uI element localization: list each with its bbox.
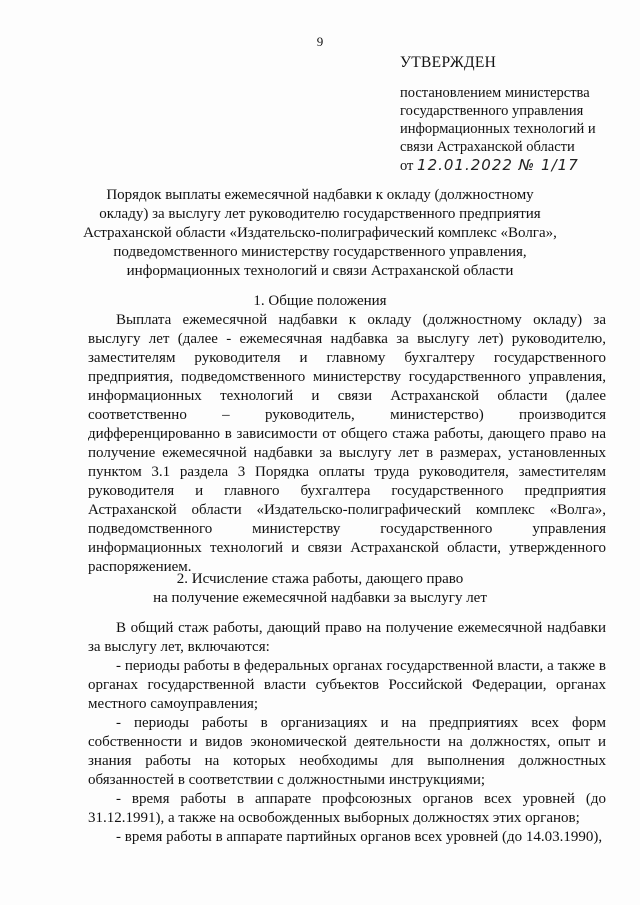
approval-date-line bbox=[400, 156, 620, 175]
section-2-heading-line-2: на получение ежемесячной надбавки за выслугу лет bbox=[153, 590, 487, 606]
date-prefix: от bbox=[400, 158, 414, 174]
approval-line-2: государственного управления bbox=[400, 103, 584, 119]
document-title: Порядок выплаты ежемесячной надбавки к окладу (должностному окладу) за выслугу лет руководителю государственного предприятия Астраханской области «Издательско-полиграфический комплекс «Волга», подведомственного министерству государственного управления, информационных технологий и связи Астраханской области bbox=[83, 187, 557, 279]
approval-line-1: постановлением министерства bbox=[400, 85, 590, 101]
handwritten-date-number: 12.01.2022 № 1/17 bbox=[417, 156, 579, 174]
section-2-intro: В общий стаж работы, дающий право на получение ежемесячной надбавки за выслугу лет, включаются: bbox=[88, 620, 606, 655]
approval-heading: УТВЕРЖДЕН bbox=[400, 54, 497, 71]
section-2-heading-line-1: 2. Исчисление стажа работы, дающего право bbox=[176, 571, 464, 587]
list-item: - периоды работы в федеральных органах государственной власти, а также в органах государственной власти субъектов Российской Федерации, органах местного самоуправления; bbox=[88, 658, 606, 712]
approval-line-3: информационных технологий и bbox=[400, 121, 596, 137]
approval-line-4: связи Астраханской области bbox=[400, 139, 575, 155]
list-item: - время работы в аппарате профсоюзных органов всех уровней (до 31.12.1991), а также на освобожденных выборных должностях этих органов; bbox=[88, 791, 606, 826]
list-item: - время работы в аппарате партийных органов всех уровней (до 14.03.1990), bbox=[116, 829, 603, 845]
section-1-paragraph: Выплата ежемесячной надбавки к окладу (должностному окладу) за выслугу лет (далее - ежемесячная надбавка за выслугу лет) руководителю, заместителям руководителя и главному бухгалтеру государственного предприятия, подведомственного министерству государственного управления, информационных технологий и связи Астраханской области (далее соответственно – руководитель, министерство) производится дифференцированно в зависимости от общего стажа работы, дающего право на получение ежемесячной надбавки за выслугу лет в размерах, установленных пунктом 3.1 раздела 3 Порядка оплаты труда руководителя, заместителям руководителя и главного бухгалтера государственного предприятия Астраханской области «Издательско-полиграфический комплекс «Волга», подведомственного министерству государственного управления информационных технологий и связи Астраханской области, утвержденного распоряжением. bbox=[88, 312, 606, 575]
list-item: - периоды работы в организациях и на предприятиях всех форм собственности и видов экономической деятельности на должностях, опыт и знания работы на которых необходимы для выполнения должностных обязанностей в соответствии с должностными инструкциями; bbox=[88, 715, 606, 788]
page-number: 9 bbox=[316, 34, 324, 49]
approval-block bbox=[400, 54, 620, 175]
section-1-heading: 1. Общие положения bbox=[253, 293, 387, 309]
